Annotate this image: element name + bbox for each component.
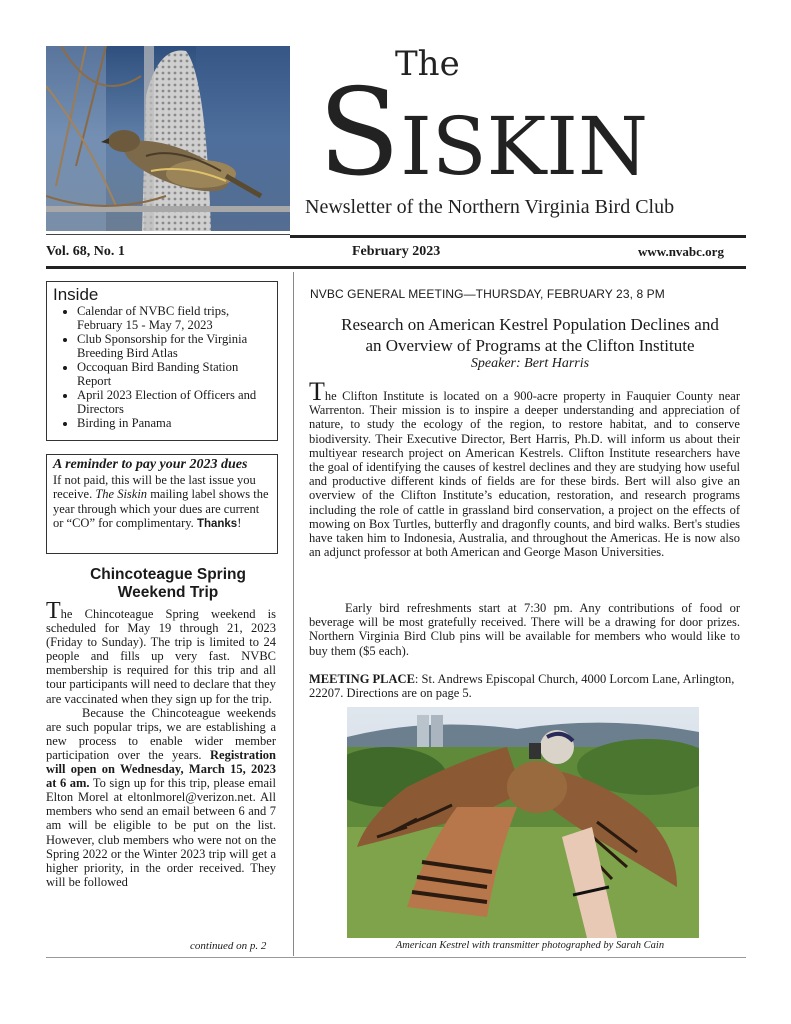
reminder-thanks: Thanks [196,518,238,531]
meeting-banner: NVBC GENERAL MEETING—THURSDAY, FEBRUARY 23, 8 PM [310,287,665,301]
paragraph-text: To sign up for this trip, please email Elton Morel at eltonlmorel@verizon.net. All members who send an email between 6 and 7 am will be eligible to be put on the list. However, club members who were not on the Spring 2022 or the Winter 2023 trip will get a higher priority, in the order received. They will be followed [46,776,276,889]
chincoteague-title-line: Weekend Trip [117,584,219,601]
column-divider [293,272,294,956]
chincoteague-paragraph [46,706,276,889]
newsletter-subtitle: Newsletter of the Northern Virginia Bird Club [305,196,675,218]
club-website: www.nvabc.org [638,244,724,259]
reminder-text-part: mailing label shows the year through which your dues are current or “CO” for complimentary. [53,487,269,531]
photo-caption: American Kestrel with transmitter photographed by Sarah Cain [395,940,665,951]
masthead-rule [290,235,746,238]
inside-list [53,304,271,430]
chincoteague-body [46,598,276,889]
siskin-bird-photo [46,46,290,231]
kestrel-photo [347,707,699,938]
meeting-place-text: : St. Andrews Episcopal Church, 4000 Lorcom Lane, Arlington, 22207. Directions are on page 5. [309,672,735,701]
inside-item: • April 2023 Election of Officers and Directors [77,388,271,416]
paragraph-text: Because the Chincoteague weekends are such popular trips, we are establishing a new process to enable wider member participation over the years. [46,705,276,762]
issue-date: February 2023 [352,244,441,259]
inside-item: • Birding in Panama [77,416,271,430]
title-rest-letters: ISKIN [400,100,648,193]
drop-cap: T [309,377,325,406]
meeting-place [309,672,740,700]
issue-volume: Vol. 68, No. 1 [46,244,125,259]
article-title [300,314,760,356]
chincoteague-title [46,566,290,602]
reminder-bang: ! [237,516,242,531]
speaker: Speaker: Bert Harris [470,356,590,371]
masthead-rule-left [46,234,290,235]
inside-title: Inside [53,285,99,304]
article-title-line: Research on American Kestrel Population Declines and [341,315,719,334]
inside-contents-box [46,281,278,441]
paragraph-text: he Clifton Institute is located on a 900-acre property in Fauquier County near Warrenton. Their mission is to inspire a deeper understanding and appreciation of nature, to study the ecology of the region, to restore habitat, and to conserve biodiversity. Their Executive Director, Bert Harris, Ph.D. will inform us about their multiyear research project on American Kestrels. Clifton Institute researchers have the goal of identifying the causes of kestrel declines and they are studying how useful and productive different kinds of fields are for these birds. Bert will also give an overview of the Clifton Institute’s education, restoration, and research programs including the role of cattle in grassland bird conservation, a project on the effects of mowing on Box Turtles, butterfly and dragonfly counts, and bird walks. Bert's studies have taken him to Indonesia, Australia, and throughout the Americas. He is now also an adjunct professor at both American and George Mason Universities. [309,389,740,560]
refreshments-paragraph: Early bird refreshments start at 7:30 pm. Any contributions of food or beverage will be most gratefully received. There will be a drawing for door prizes. Northern Virginia Bird Club pins will be available for members who would like to buy them ($5 each). [309,601,740,658]
title-first-letter: S [318,64,401,203]
article-title-line: an Overview of Programs at the Clifton Institute [365,336,695,355]
reminder-text [53,473,271,532]
title-the: The [395,44,460,84]
registration-date: Registration will open on Wednesday, March 15, 2023 at 6 am. [46,747,276,791]
reminder-text-part: If not paid, this will be the last issue you receive. [53,472,256,502]
page-bottom-rule [46,957,746,958]
paragraph-text: he Chincoteague Spring weekend is scheduled for May 19 through 21, 2023 (Friday to Sunday). The trip is limited to 24 people and fills up very fast. NVBC membership is required for this trip and all tour participants will need to declare that they are vaccinated when they sign up for the trip. [46,607,276,706]
dues-reminder-box [46,454,278,554]
newsletter-title [318,64,648,217]
inside-item: • Club Sponsorship for the Virginia Breeding Bird Atlas [77,332,271,360]
continued-note: continued on p. 2 [190,940,267,952]
article-body [309,377,740,560]
issue-bar-rule [46,266,746,269]
reminder-heading: A reminder to pay your 2023 dues [53,457,248,472]
meeting-place-label: MEETING PLACE [309,672,415,686]
reminder-siskin-italic: The Siskin [95,487,148,502]
drop-cap: T [46,598,61,624]
inside-item: • Occoquan Bird Banding Station Report [77,360,271,388]
chincoteague-paragraph [46,598,276,706]
chincoteague-title-line: Chincoteague Spring [90,566,246,583]
article-paragraph [309,377,740,560]
inside-item: • Calendar of NVBC field trips, February 15 - May 7, 2023 [77,304,271,332]
